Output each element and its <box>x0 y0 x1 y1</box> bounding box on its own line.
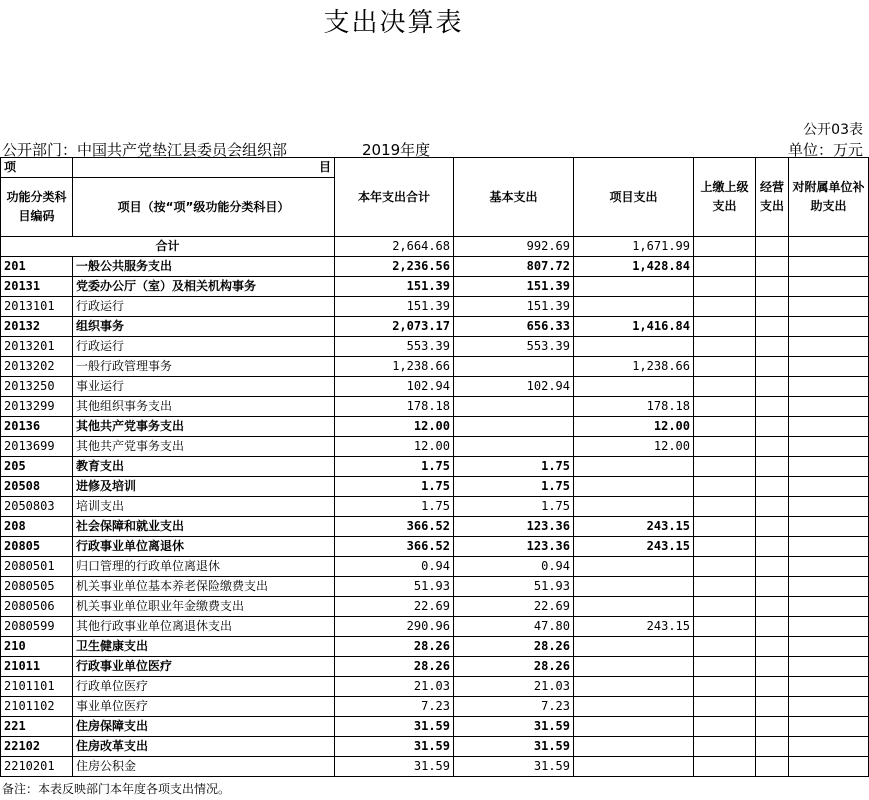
row-basic: 102.94 <box>454 377 574 397</box>
row-code: 2080501 <box>1 557 73 577</box>
row-total: 12.00 <box>335 437 454 457</box>
row-name: 组织事务 <box>73 317 335 337</box>
row-name: 其他行政事业单位离退休支出 <box>73 617 335 637</box>
row-code: 20508 <box>1 477 73 497</box>
row-code: 2101101 <box>1 677 73 697</box>
row-code: 2013201 <box>1 337 73 357</box>
row-project <box>574 697 694 717</box>
row-name: 机关事业单位职业年金缴费支出 <box>73 597 335 617</box>
row-upper <box>694 457 756 477</box>
header-subsidy: 对附属单位补助支出 <box>789 158 869 237</box>
row-upper <box>694 317 756 337</box>
table-row <box>1 597 869 617</box>
row-project <box>574 477 694 497</box>
row-basic: 47.80 <box>454 617 574 637</box>
row-subsidy <box>789 257 869 277</box>
row-subsidy <box>789 277 869 297</box>
row-basic: 123.36 <box>454 517 574 537</box>
row-project: 243.15 <box>574 517 694 537</box>
row-total: 28.26 <box>335 637 454 657</box>
table-row <box>1 657 869 677</box>
row-subsidy <box>789 677 869 697</box>
row-name: 行政运行 <box>73 337 335 357</box>
row-subsidy <box>789 397 869 417</box>
row-total: 21.03 <box>335 677 454 697</box>
header-code: 功能分类科目编码 <box>1 178 73 237</box>
row-total: 1.75 <box>335 497 454 517</box>
row-business <box>756 397 789 417</box>
row-project <box>574 657 694 677</box>
row-code: 2210201 <box>1 757 73 777</box>
row-business <box>756 417 789 437</box>
row-project: 243.15 <box>574 537 694 557</box>
row-total: 1,238.66 <box>335 357 454 377</box>
row-code: 21011 <box>1 657 73 677</box>
row-upper <box>694 617 756 637</box>
table-row <box>1 517 869 537</box>
row-project: 1,416.84 <box>574 317 694 337</box>
row-business <box>756 377 789 397</box>
row-basic <box>454 397 574 417</box>
table-row <box>1 457 869 477</box>
row-upper <box>694 417 756 437</box>
row-total: 12.00 <box>335 417 454 437</box>
row-business <box>756 277 789 297</box>
row-total: 7.23 <box>335 697 454 717</box>
row-upper <box>694 497 756 517</box>
row-total: 366.52 <box>335 537 454 557</box>
table-row <box>1 677 869 697</box>
row-subsidy <box>789 717 869 737</box>
row-name: 住房保障支出 <box>73 717 335 737</box>
header-upper: 上缴上级支出 <box>694 158 756 237</box>
row-name: 行政事业单位离退休 <box>73 537 335 557</box>
form-number: 公开03表 <box>803 122 863 138</box>
row-name: 事业运行 <box>73 377 335 397</box>
row-code: 201 <box>1 257 73 277</box>
total-basic: 992.69 <box>454 237 574 257</box>
fiscal-year: 2019年度 <box>362 141 431 159</box>
row-business <box>756 457 789 477</box>
row-project <box>574 677 694 697</box>
row-subsidy <box>789 517 869 537</box>
row-upper <box>694 437 756 457</box>
row-upper <box>694 277 756 297</box>
row-project <box>574 637 694 657</box>
table-row <box>1 537 869 557</box>
row-upper <box>694 557 756 577</box>
row-name: 行政事业单位医疗 <box>73 657 335 677</box>
row-name: 归口管理的行政单位离退休 <box>73 557 335 577</box>
row-code: 2101102 <box>1 697 73 717</box>
row-code: 221 <box>1 717 73 737</box>
row-upper <box>694 517 756 537</box>
total-row <box>1 237 869 257</box>
row-total: 0.94 <box>335 557 454 577</box>
row-code: 2013202 <box>1 357 73 377</box>
row-upper <box>694 357 756 377</box>
row-upper <box>694 637 756 657</box>
table-row <box>1 437 869 457</box>
row-business <box>756 577 789 597</box>
row-basic: 151.39 <box>454 297 574 317</box>
table-row <box>1 297 869 317</box>
row-project <box>574 337 694 357</box>
row-basic: 7.23 <box>454 697 574 717</box>
row-subsidy <box>789 657 869 677</box>
row-basic: 151.39 <box>454 277 574 297</box>
row-basic: 28.26 <box>454 637 574 657</box>
total-label: 合计 <box>1 237 335 257</box>
table-body <box>1 158 869 777</box>
table-row <box>1 277 869 297</box>
row-basic <box>454 437 574 457</box>
row-subsidy <box>789 697 869 717</box>
row-total: 1.75 <box>335 477 454 497</box>
row-upper <box>694 597 756 617</box>
table-row <box>1 357 869 377</box>
row-total: 102.94 <box>335 377 454 397</box>
row-business <box>756 677 789 697</box>
row-subsidy <box>789 297 869 317</box>
row-subsidy <box>789 597 869 617</box>
row-code: 208 <box>1 517 73 537</box>
row-total: 31.59 <box>335 717 454 737</box>
row-upper <box>694 757 756 777</box>
row-business <box>756 537 789 557</box>
row-code: 205 <box>1 457 73 477</box>
row-basic: 1.75 <box>454 457 574 477</box>
row-code: 2080599 <box>1 617 73 637</box>
row-subsidy <box>789 497 869 517</box>
row-total: 51.93 <box>335 577 454 597</box>
row-name: 其他共产党事务支出 <box>73 437 335 457</box>
row-basic: 31.59 <box>454 717 574 737</box>
row-basic: 0.94 <box>454 557 574 577</box>
row-name: 教育支出 <box>73 457 335 477</box>
row-subsidy <box>789 437 869 457</box>
row-name: 进修及培训 <box>73 477 335 497</box>
table-row <box>1 317 869 337</box>
row-business <box>756 657 789 677</box>
row-name: 一般行政管理事务 <box>73 357 335 377</box>
row-name: 行政运行 <box>73 297 335 317</box>
row-basic: 123.36 <box>454 537 574 557</box>
row-name: 党委办公厅（室）及相关机构事务 <box>73 277 335 297</box>
table-row <box>1 477 869 497</box>
table-row <box>1 717 869 737</box>
table-row <box>1 577 869 597</box>
table-row <box>1 257 869 277</box>
row-total: 31.59 <box>335 737 454 757</box>
row-code: 20805 <box>1 537 73 557</box>
row-total: 553.39 <box>335 337 454 357</box>
total-upper <box>694 237 756 257</box>
row-basic: 553.39 <box>454 337 574 357</box>
row-basic: 22.69 <box>454 597 574 617</box>
row-code: 2013699 <box>1 437 73 457</box>
row-project <box>574 457 694 477</box>
header-basic: 基本支出 <box>454 158 574 237</box>
footnote: 备注：本表反映部门本年度各项支出情况。 <box>2 782 231 796</box>
row-subsidy <box>789 477 869 497</box>
row-project <box>574 717 694 737</box>
row-business <box>756 597 789 617</box>
row-total: 178.18 <box>335 397 454 417</box>
row-name: 一般公共服务支出 <box>73 257 335 277</box>
row-code: 20136 <box>1 417 73 437</box>
row-business <box>756 357 789 377</box>
row-business <box>756 317 789 337</box>
unit-label: 单位：万元 <box>787 141 863 159</box>
row-total: 22.69 <box>335 597 454 617</box>
row-project <box>574 277 694 297</box>
row-subsidy <box>789 757 869 777</box>
table-row <box>1 617 869 637</box>
row-code: 2013299 <box>1 397 73 417</box>
row-project: 1,238.66 <box>574 357 694 377</box>
row-basic: 31.59 <box>454 737 574 757</box>
row-code: 2013250 <box>1 377 73 397</box>
row-total: 31.59 <box>335 757 454 777</box>
row-upper <box>694 717 756 737</box>
row-business <box>756 697 789 717</box>
row-name: 社会保障和就业支出 <box>73 517 335 537</box>
row-code: 210 <box>1 637 73 657</box>
row-basic: 1.75 <box>454 497 574 517</box>
row-basic <box>454 417 574 437</box>
row-code: 22102 <box>1 737 73 757</box>
table-row <box>1 697 869 717</box>
row-upper <box>694 377 756 397</box>
table-row <box>1 757 869 777</box>
row-business <box>756 617 789 637</box>
row-name: 住房公积金 <box>73 757 335 777</box>
row-subsidy <box>789 337 869 357</box>
row-business <box>756 497 789 517</box>
row-upper <box>694 297 756 317</box>
page-title: 支出决算表 <box>323 8 464 38</box>
row-project <box>574 737 694 757</box>
row-business <box>756 337 789 357</box>
row-total: 1.75 <box>335 457 454 477</box>
row-upper <box>694 257 756 277</box>
row-project <box>574 497 694 517</box>
row-basic: 807.72 <box>454 257 574 277</box>
table-row <box>1 337 869 357</box>
row-business <box>756 517 789 537</box>
row-basic: 21.03 <box>454 677 574 697</box>
row-project: 178.18 <box>574 397 694 417</box>
row-name: 事业单位医疗 <box>73 697 335 717</box>
row-business <box>756 437 789 457</box>
row-upper <box>694 477 756 497</box>
row-upper <box>694 577 756 597</box>
row-code: 20132 <box>1 317 73 337</box>
row-name: 行政单位医疗 <box>73 677 335 697</box>
total-amount: 2,664.68 <box>335 237 454 257</box>
row-name: 机关事业单位基本养老保险缴费支出 <box>73 577 335 597</box>
header-total: 本年支出合计 <box>335 158 454 237</box>
row-code: 2050803 <box>1 497 73 517</box>
row-basic: 1.75 <box>454 477 574 497</box>
row-code: 2013101 <box>1 297 73 317</box>
row-subsidy <box>789 417 869 437</box>
row-upper <box>694 697 756 717</box>
table-row <box>1 417 869 437</box>
row-code: 2080506 <box>1 597 73 617</box>
row-upper <box>694 337 756 357</box>
row-name: 培训支出 <box>73 497 335 517</box>
row-subsidy <box>789 737 869 757</box>
row-total: 366.52 <box>335 517 454 537</box>
row-project <box>574 757 694 777</box>
row-business <box>756 737 789 757</box>
row-subsidy <box>789 537 869 557</box>
row-upper <box>694 737 756 757</box>
row-upper <box>694 677 756 697</box>
row-total: 2,073.17 <box>335 317 454 337</box>
row-subsidy <box>789 577 869 597</box>
total-business <box>756 237 789 257</box>
row-basic: 28.26 <box>454 657 574 677</box>
row-subsidy <box>789 557 869 577</box>
row-total: 151.39 <box>335 297 454 317</box>
row-project: 1,428.84 <box>574 257 694 277</box>
row-business <box>756 757 789 777</box>
total-project: 1,671.99 <box>574 237 694 257</box>
header-item-right: 目 <box>73 158 335 178</box>
row-project <box>574 377 694 397</box>
row-project: 12.00 <box>574 437 694 457</box>
row-name: 其他共产党事务支出 <box>73 417 335 437</box>
header-name: 项目（按“项”级功能分类科目） <box>73 178 335 237</box>
row-upper <box>694 537 756 557</box>
row-project: 12.00 <box>574 417 694 437</box>
row-basic: 31.59 <box>454 757 574 777</box>
row-upper <box>694 397 756 417</box>
expenditure-table <box>0 157 869 777</box>
row-project <box>574 557 694 577</box>
row-subsidy <box>789 637 869 657</box>
row-total: 2,236.56 <box>335 257 454 277</box>
row-project <box>574 577 694 597</box>
row-total: 28.26 <box>335 657 454 677</box>
row-subsidy <box>789 357 869 377</box>
row-business <box>756 297 789 317</box>
row-code: 20131 <box>1 277 73 297</box>
row-subsidy <box>789 617 869 637</box>
row-code: 2080505 <box>1 577 73 597</box>
row-name: 卫生健康支出 <box>73 637 335 657</box>
row-basic: 656.33 <box>454 317 574 337</box>
table-row <box>1 397 869 417</box>
row-business <box>756 717 789 737</box>
total-subsidy <box>789 237 869 257</box>
row-project: 243.15 <box>574 617 694 637</box>
row-total: 290.96 <box>335 617 454 637</box>
table-row <box>1 497 869 517</box>
row-subsidy <box>789 377 869 397</box>
header-item-left: 项 <box>1 158 73 178</box>
row-basic <box>454 357 574 377</box>
row-business <box>756 257 789 277</box>
row-upper <box>694 657 756 677</box>
header-row-1 <box>1 158 869 178</box>
row-project <box>574 597 694 617</box>
row-project <box>574 297 694 317</box>
row-business <box>756 557 789 577</box>
row-name: 其他组织事务支出 <box>73 397 335 417</box>
table-row <box>1 557 869 577</box>
row-business <box>756 477 789 497</box>
row-name: 住房改革支出 <box>73 737 335 757</box>
row-basic: 51.93 <box>454 577 574 597</box>
table-row <box>1 737 869 757</box>
row-business <box>756 637 789 657</box>
header-project: 项目支出 <box>574 158 694 237</box>
department-label: 公开部门：中国共产党垫江县委员会组织部 <box>2 141 288 159</box>
header-business: 经营支出 <box>756 158 789 237</box>
row-subsidy <box>789 317 869 337</box>
table-row <box>1 377 869 397</box>
row-subsidy <box>789 457 869 477</box>
table-row <box>1 637 869 657</box>
row-total: 151.39 <box>335 277 454 297</box>
